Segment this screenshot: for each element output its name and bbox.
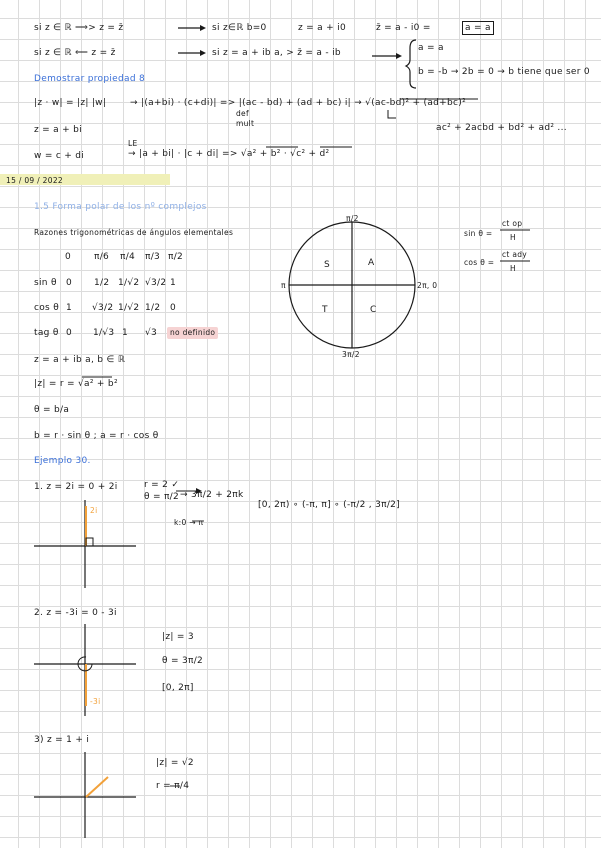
ex2-interval: [0, 2π] bbox=[162, 683, 194, 693]
expansion: ac² + 2acbd + bd² + ad² ... bbox=[436, 123, 567, 133]
le-note: LE bbox=[128, 139, 138, 148]
z-polar: z = a + ib a, b ∈ ℝ bbox=[34, 355, 126, 365]
table-cell: 1/√2 bbox=[118, 303, 140, 313]
line-1-real: si z∈ℝ b=0 bbox=[212, 23, 267, 33]
z-definition: z = a + bi bbox=[34, 125, 82, 135]
date: 15 / 09 / 2022 bbox=[6, 176, 63, 185]
ex1-theta: θ = π/2 bbox=[144, 492, 180, 502]
prop-8: |z · w| = |z| |w| bbox=[34, 98, 107, 108]
sin-num: ct op bbox=[502, 219, 523, 228]
theta-formula: θ = b/a bbox=[34, 405, 70, 415]
table-cell: 1/2 bbox=[145, 303, 161, 313]
table-row-label: tag θ bbox=[34, 328, 59, 338]
demo-heading: Demostrar propiedad 8 bbox=[34, 74, 146, 84]
line-1-premise: si z ∈ ℝ ⟹> z = z̄ bbox=[34, 23, 124, 33]
quadrant-3: T bbox=[322, 305, 328, 315]
mult-note: mult bbox=[236, 119, 255, 128]
table-cell: 0 bbox=[66, 278, 73, 288]
line-2-z: si z = a + ib a, > z̄ = a - ib bbox=[212, 48, 341, 58]
line-1-result: a = a bbox=[462, 21, 494, 35]
table-header: π/6 bbox=[94, 252, 110, 262]
ex2-statement: 2. z = -3i = 0 - 3i bbox=[34, 608, 117, 618]
table-cell: 1 bbox=[170, 278, 177, 288]
prop-8-work: → |(a+bi) · (c+di)| => |(ac - bd) + (ad + bc) i| → √(ac-bd)² + (ad+bc)² bbox=[130, 98, 467, 108]
no-definido-badge: no definido bbox=[167, 327, 218, 339]
example-heading: Ejemplo 30. bbox=[34, 456, 91, 466]
ex1-general: → 3π/2 + 2πk bbox=[180, 490, 244, 500]
brace bbox=[406, 40, 416, 88]
ex3-vector bbox=[86, 777, 108, 797]
ex2-point-label: -3i bbox=[90, 697, 101, 706]
ex1-statement: 1. z = 2i = 0 + 2i bbox=[34, 482, 118, 492]
table-header: π/3 bbox=[145, 252, 161, 262]
table-cell: 1 bbox=[122, 328, 129, 338]
section-title: 1.5 Forma polar de los nº complejos bbox=[34, 202, 207, 212]
quadrant-1: A bbox=[368, 258, 375, 268]
cos-def: cos θ = bbox=[464, 258, 495, 267]
w-definition: w = c + di bbox=[34, 151, 85, 161]
table-cell: 1/√2 bbox=[118, 278, 140, 288]
line-2-premise: si z ∈ ℝ ⟸ z = z̄ bbox=[34, 48, 116, 58]
modulus-product: → |a + bi| · |c + di| => √a² + b² · √c² + d² bbox=[128, 149, 330, 159]
sin-den: H bbox=[510, 233, 516, 242]
ex3-theta: r = π/4 bbox=[156, 781, 190, 791]
table-cell: 1 bbox=[66, 303, 73, 313]
ex2-modulus: |z| = 3 bbox=[162, 632, 194, 642]
circle-left-label: π bbox=[281, 281, 286, 290]
ex3-statement: 3) z = 1 + i bbox=[34, 735, 90, 745]
table-header: π/2 bbox=[168, 252, 184, 262]
table-cell: √3/2 bbox=[92, 303, 114, 313]
sin-def: sin θ = bbox=[464, 229, 493, 238]
ex1-k: k:0 → π bbox=[174, 518, 204, 527]
table-cell: 1/2 bbox=[94, 278, 110, 288]
table-cell: √3 bbox=[145, 328, 158, 338]
arrow-head bbox=[200, 25, 206, 31]
ex1-r: r = 2 ✓ bbox=[144, 480, 180, 490]
line-1-conj: z̄ = a - i0 = bbox=[376, 23, 431, 33]
table-row-label: sin θ bbox=[34, 278, 57, 288]
table-cell: 0 bbox=[170, 303, 177, 313]
table-cell: 0 bbox=[66, 328, 73, 338]
line-2-case-a: a = a bbox=[418, 43, 444, 53]
circle-top-label: π/2 bbox=[346, 214, 359, 223]
table-header: π/4 bbox=[120, 252, 136, 262]
cos-den: H bbox=[510, 264, 516, 273]
ex1-intervals: [0, 2π) ∘ (-π, π] ∘ (-π/2 , 3π/2] bbox=[258, 500, 400, 510]
table-row-label: cos θ bbox=[34, 303, 60, 313]
quadrant-4: C bbox=[370, 305, 377, 315]
table-cell: √3/2 bbox=[145, 278, 167, 288]
table-cell: 1/√3 bbox=[93, 328, 115, 338]
b-a-formula: b = r · sin θ ; a = r · cos θ bbox=[34, 431, 159, 441]
def-note: def bbox=[236, 109, 249, 118]
circle-right-label: 2π, 0 bbox=[417, 281, 438, 290]
line-1-z: z = a + i0 bbox=[298, 23, 346, 33]
ex1-point-label: 2i bbox=[90, 506, 98, 515]
line-2-case-b: b = -b → 2b = 0 → b tiene que ser 0 bbox=[418, 67, 590, 77]
quadrant-2: S bbox=[324, 260, 331, 270]
modulus-formula: |z| = r = √a² + b² bbox=[34, 379, 118, 389]
ex2-theta: θ = 3π/2 bbox=[162, 656, 204, 666]
razones-heading: Razones trigonométricas de ángulos elementales bbox=[34, 228, 234, 237]
table-header: 0 bbox=[65, 252, 72, 262]
cos-num: ct ady bbox=[502, 250, 528, 259]
circle-bottom-label: 3π/2 bbox=[342, 350, 360, 359]
ex3-modulus: |z| = √2 bbox=[156, 758, 194, 768]
